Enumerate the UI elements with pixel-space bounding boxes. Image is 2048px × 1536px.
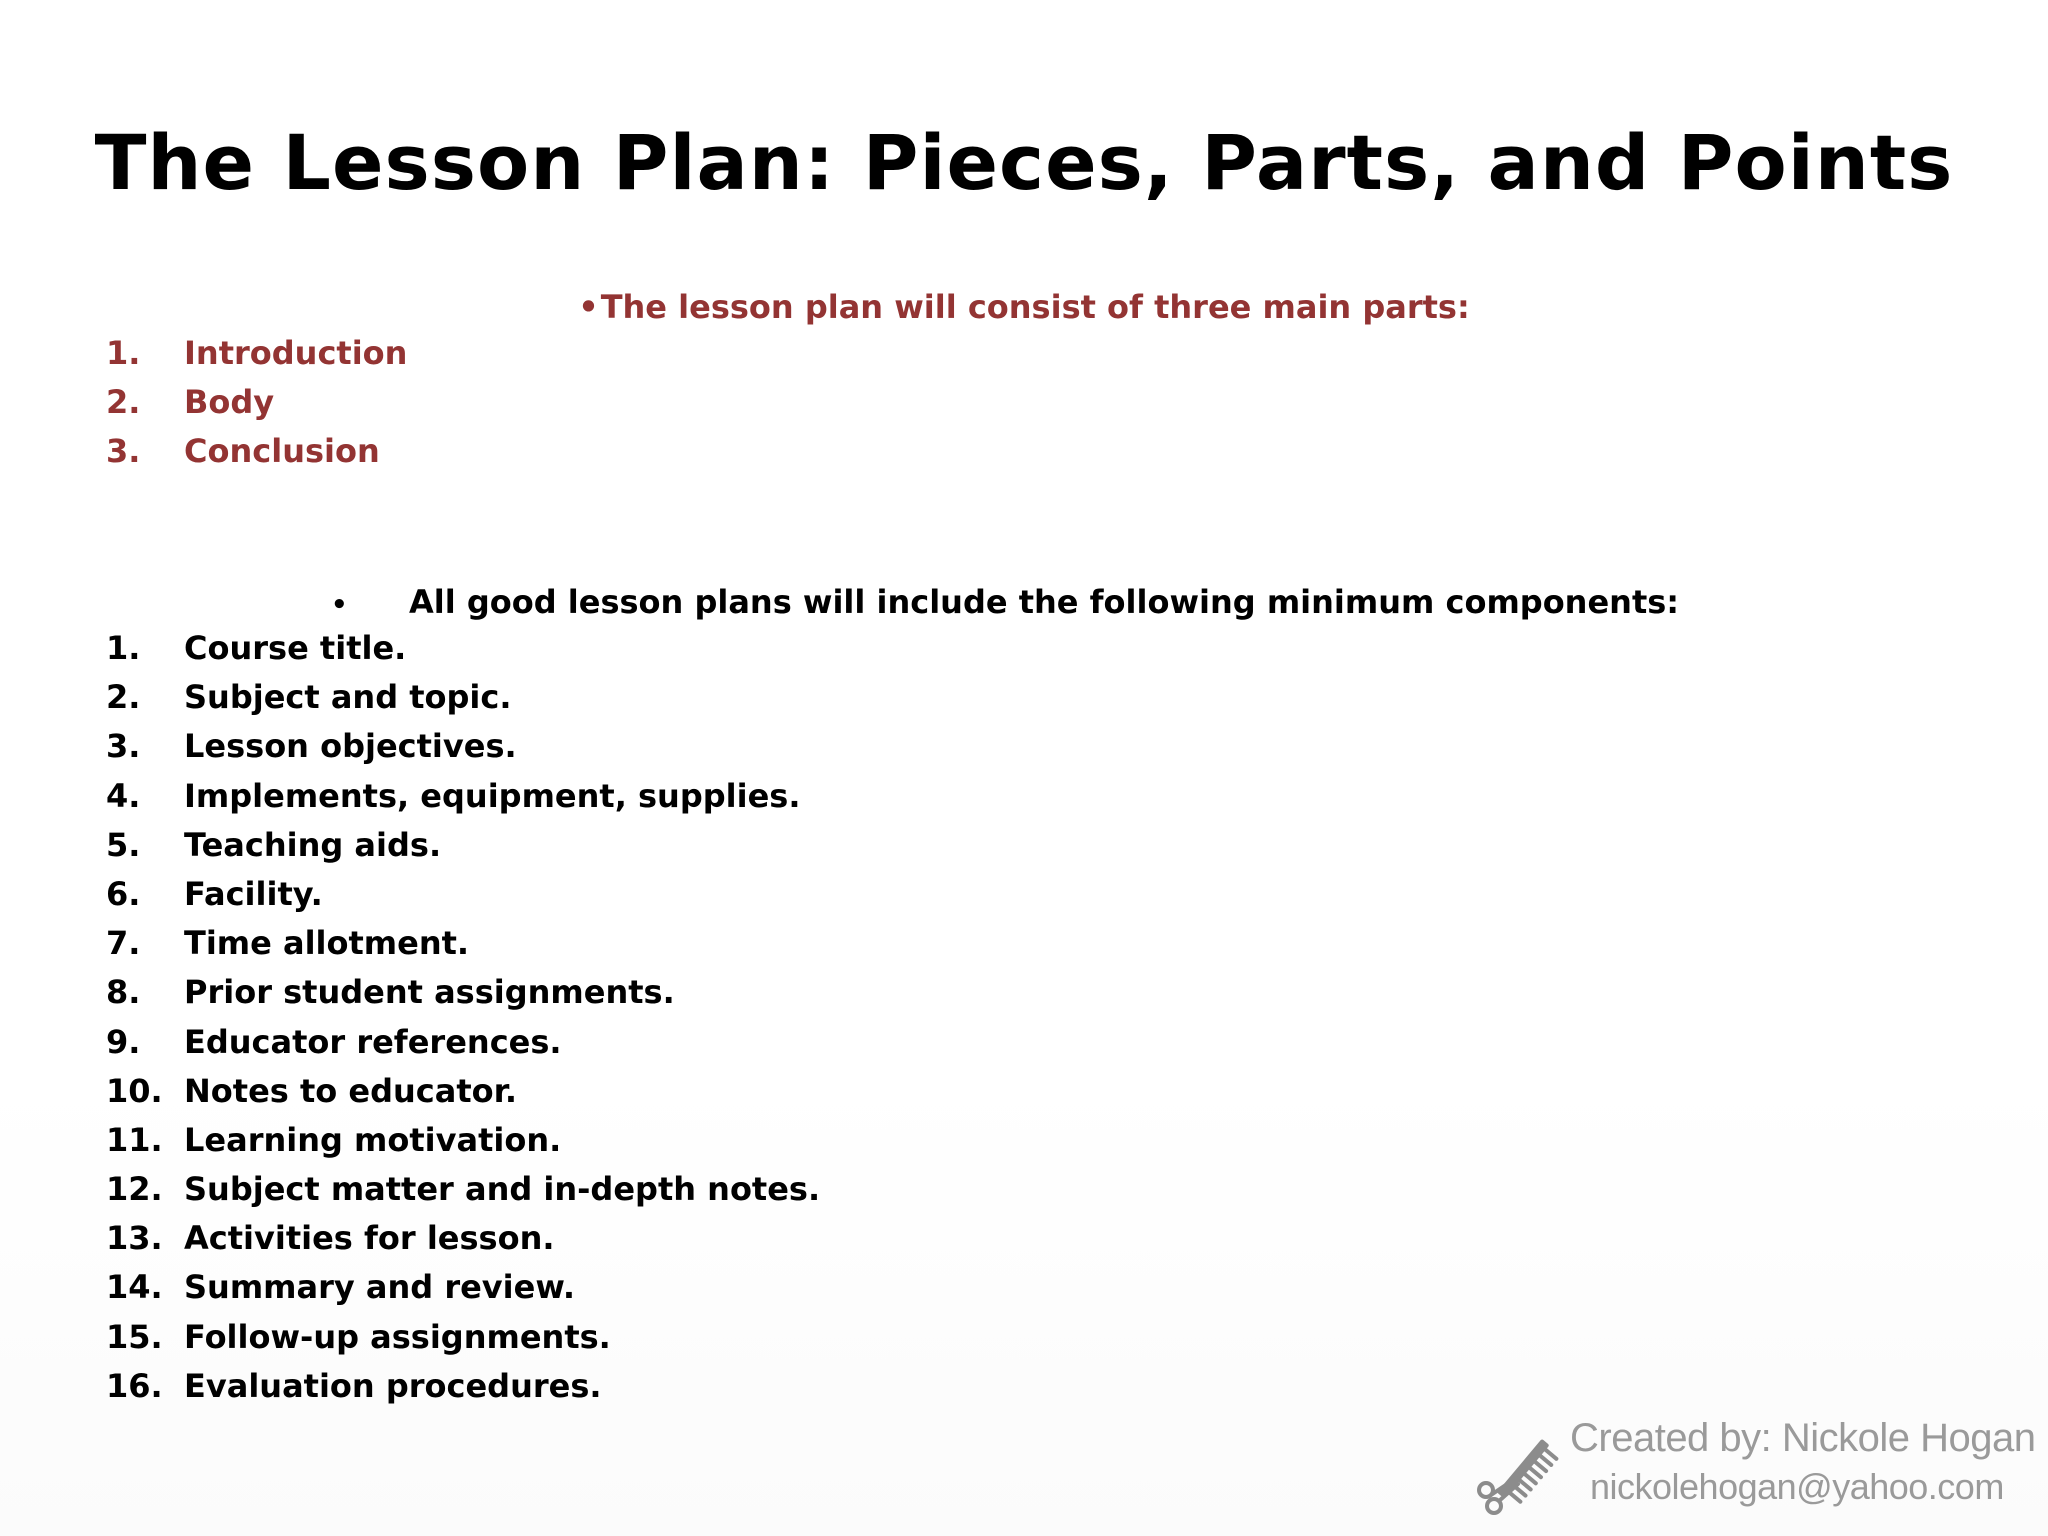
list-item [106, 333, 407, 382]
list-item-number: 16. [106, 1366, 163, 1405]
list-item-label: Introduction [184, 334, 408, 372]
list-item-label: Activities for lesson. [184, 1219, 555, 1258]
list-item-label: Subject and topic. [184, 678, 512, 717]
list-item [106, 923, 820, 972]
credit-author: Created by: Nickole Hogan [1570, 1416, 2036, 1460]
list-item-label: Time allotment. [184, 924, 470, 963]
list-item-label: Conclusion [184, 432, 380, 470]
credit-email: nickolehogan@yahoo.com [1590, 1466, 2004, 1507]
list-item-number: 11. [106, 1120, 163, 1159]
list-item-number: 3. [106, 727, 141, 766]
list-item-label: Course title. [184, 629, 407, 667]
list-item-number: 7. [106, 924, 141, 963]
list-item-label: Summary and review. [184, 1268, 575, 1307]
list-item [106, 1022, 820, 1071]
parts-list [106, 333, 407, 480]
components-list [106, 628, 820, 1415]
list-item [106, 628, 820, 677]
list-item-number: 13. [106, 1219, 163, 1258]
list-item-label: Follow-up assignments. [184, 1317, 611, 1356]
list-item-number: 4. [106, 776, 141, 815]
list-item [106, 1218, 820, 1267]
list-item [106, 1071, 820, 1120]
list-item [106, 1120, 820, 1169]
list-item-label: Notes to educator. [184, 1071, 517, 1110]
list-item-label: Learning motivation. [184, 1120, 562, 1159]
list-item [106, 1169, 820, 1218]
list-item-number: 2. [106, 383, 141, 421]
list-item-number: 14. [106, 1268, 163, 1307]
list-item-label: Body [184, 383, 275, 421]
list-item-number: 1. [106, 334, 141, 372]
list-item-label: Prior student assignments. [184, 973, 675, 1012]
comb-and-scissors-icon [1472, 1422, 1572, 1522]
components-heading [331, 583, 1679, 621]
list-item-number: 2. [106, 678, 141, 717]
parts-bullet: • [578, 288, 599, 326]
list-item-number: 3. [106, 432, 141, 470]
list-item [106, 972, 820, 1021]
list-item [106, 382, 407, 431]
components-bullet: • [331, 590, 348, 620]
list-item-number: 12. [106, 1170, 163, 1209]
list-item-label: Subject matter and in-depth notes. [184, 1170, 821, 1209]
list-item-number: 5. [106, 825, 141, 864]
list-item [106, 776, 820, 825]
list-item [106, 677, 820, 726]
list-item-number: 8. [106, 973, 141, 1012]
list-item-number: 1. [106, 629, 141, 667]
list-item-number: 9. [106, 1022, 141, 1061]
list-item-label: Facility. [184, 874, 323, 913]
list-item-label: Evaluation procedures. [184, 1366, 602, 1405]
list-item [106, 726, 820, 775]
list-item-number: 15. [106, 1317, 163, 1356]
list-item [106, 874, 820, 923]
list-item [106, 431, 407, 480]
parts-heading [0, 288, 2048, 326]
parts-heading-text: The lesson plan will consist of three main parts: [600, 288, 1470, 326]
list-item [106, 1366, 820, 1415]
list-item [106, 1317, 820, 1366]
list-item-label: Teaching aids. [184, 825, 442, 864]
slide-title: The Lesson Plan: Pieces, Parts, and Points [94, 118, 1954, 207]
components-heading-text: All good lesson plans will include the following minimum components: [409, 583, 1680, 621]
list-item-number: 6. [106, 874, 141, 913]
list-item-label: Implements, equipment, supplies. [184, 776, 801, 815]
list-item [106, 825, 820, 874]
list-item-label: Educator references. [184, 1022, 562, 1061]
credit-watermark [1472, 1412, 2036, 1522]
list-item-number: 10. [106, 1071, 163, 1110]
list-item [106, 1267, 820, 1316]
list-item-label: Lesson objectives. [184, 727, 517, 766]
